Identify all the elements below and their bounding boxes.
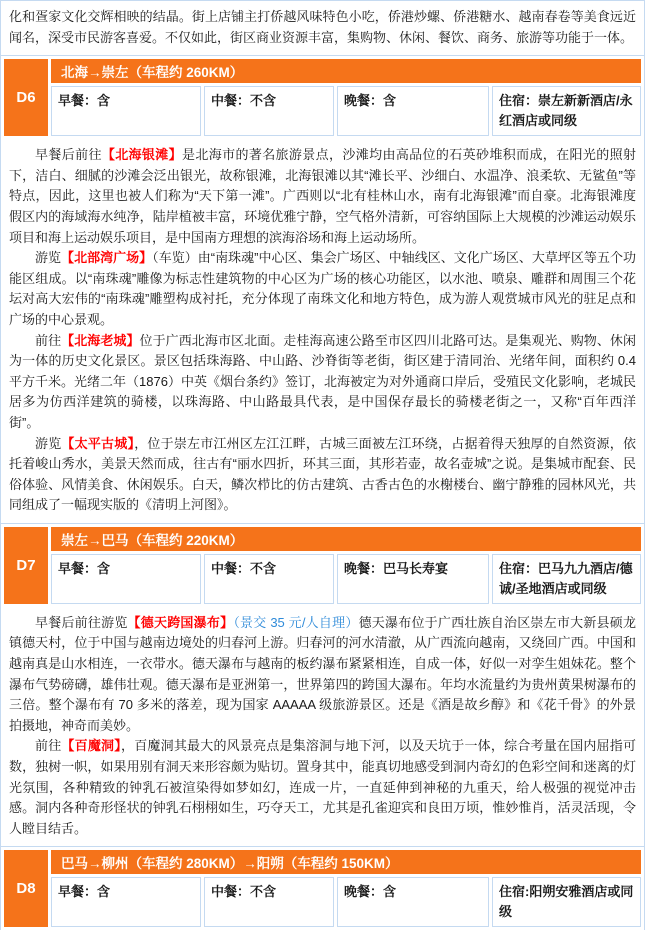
day-d8-hotel-cell: 住宿:阳朔安雅酒店或同级 xyxy=(492,877,641,927)
day-d6-lunch-cell: 中餐：不含 xyxy=(204,86,334,136)
day-d6-label: D6 xyxy=(4,59,48,136)
day-d8-label: D8 xyxy=(4,850,48,927)
paragraph-prefix: 早餐后前往游览 xyxy=(35,614,128,630)
day-d7-body xyxy=(51,527,641,604)
day-d7-lunch-cell: 中餐：不含 xyxy=(204,554,334,604)
paragraph-body: 德天瀑布位于广西壮族自治区崇左市大新县硕龙镇德天村，位于中国与越南边境处的归春河上游。归春河的河水清澈，从广西流向越南，又绕回广西。中国和越南真是山水相连，一衣带水。德天瀑布与越南的板约瀑布紧紧相连，自成一体，好似一对孪生姐妹花。整个瀑布气势磅礴，雄伟壮观。德天瀑布是亚洲第一，世界第四的跨国大瀑布。年均水流量约为贵州黄果树瀑布的三倍。整个瀑布有 70 多米的落差，现为国家 AAAAA 级旅游景区。还是《酒是故乡醇》和《花千骨》的外景拍摄地，神奇而美妙。 xyxy=(9,614,636,733)
paragraph-body: ，百魔洞其最大的风景亮点是集溶洞与地下河，以及天坑于一体，综合考量在国内屈指可数，独树一帜，如果用别有洞天来形容颇为贴切。置身其中，能真切地感受到洞内奇幻的色彩空间和迷离的灯光氛围，各种精致的钟乳石被渲染得如梦如幻，连成一片，一直延伸到神秘的九重天，给人极强的视觉冲击感。洞内各种奇形怪状的钟乳石栩栩如生，巧夺天工，尤其是孔雀迎宾和良田万顷，惟妙惟肖，活灵活现，令人瞠目结舌。 xyxy=(9,738,636,836)
day-d6-table xyxy=(1,56,644,139)
attraction-name-highlight: 【北海老城】 xyxy=(61,332,140,348)
day-d8-meal-row xyxy=(51,877,641,927)
paragraph-prefix: 前往 xyxy=(35,332,62,348)
paragraph-body: 位于广西北海市区北面。走桂海高速公路至市区四川北路可达。是集观光、购物、休闲为一体的历史文化景区。景区包括珠海路、中山路、沙脊街等老街，街区建于清同治、光绪年间，面积约 0.4 平方千米。光绪二年（1876）中英《烟台条约》签订，北海被定为对外通商口岸后，受殖民文化影响，老城民居多为仿西洋建筑的骑楼，以珠海路、中山路最具代表，是中国保存最长的骑楼老街之一，又称“百年西洋街”。 xyxy=(9,332,636,430)
paragraph-taiping-ancient-city xyxy=(9,434,636,516)
day-d7-hotel-cell: 住宿：巴马九九酒店/德诚/圣地酒店或同级 xyxy=(492,554,641,604)
day-d6-dinner-cell: 晚餐：含 xyxy=(337,86,489,136)
intro-paragraph: 化和疍家文化交辉相映的结晶。街上店铺主打侨越风味特色小吃，侨港炒螺、侨港糖水、越南春卷等美食远近闻名，深受市民游客喜爱。不仅如此，街区商业资源丰富，集购物、休闲、餐饮、商务、旅游等功能于一体。 xyxy=(9,9,636,45)
paragraph-body: 是北海市的著名旅游景点，沙滩均由高品位的石英砂堆积而成，在阳光的照射下，洁白、细腻的沙滩会泛出银光，故称银滩，北海银滩以其“滩长平、沙细白、水温净、浪柔软、无鲨鱼”等特点，因此，这里也被人们称为“天下第一滩”。广西则以“北有桂林山水，南有北海银滩”而自豪。北海银滩度假区内的海域海水纯净，陆岸植被丰富，环境优雅宁静，空气格外清新，可容纳国际上大规模的沙滩运动娱乐项目和海上运动娱乐项目，是中国南方理想的滨海浴场和海上运动场所。 xyxy=(9,147,636,245)
day-d7-breakfast-cell: 早餐：含 xyxy=(51,554,201,604)
day-d8-table xyxy=(1,847,644,930)
attraction-name-highlight: 【太平古城】 xyxy=(61,435,135,451)
day-d8-route-header: 巴马→柳州（车程约 280KM）→阳朔（车程约 150KM） xyxy=(51,850,641,874)
day-d6-description-block xyxy=(1,139,644,524)
day-d7-meal-row xyxy=(51,554,641,604)
day-d7-route-header: 崇左→巴马（车程约 220KM） xyxy=(51,527,641,551)
day-d6-breakfast-cell: 早餐：含 xyxy=(51,86,201,136)
day-d6-route-header: 北海→崇左（车程约 260KM） xyxy=(51,59,641,83)
day-d6-body xyxy=(51,59,641,136)
day-d7-label: D7 xyxy=(4,527,48,604)
day-d8-body xyxy=(51,850,641,927)
self-pay-note: （景交 35 元/人自理） xyxy=(233,614,359,630)
paragraph-prefix: 早餐后前往 xyxy=(35,147,102,163)
paragraph-prefix: 前往 xyxy=(35,738,62,754)
paragraph-body: （车览）由“南珠魂”中心区、集会广场区、中轴线区、文化广场区、大草坪区等五个功能区组成。以“南珠魂”雕像为标志性建筑物的中心区为广场的核心功能区，以水池、喷泉、雕群和周围三个花坛对高大宏伟的“南珠魂”雕塑构成衬托，充分体现了南珠文化和地方特色，成为游人观赏城市风光的驻足点和广场的中心景观。 xyxy=(9,250,636,327)
attraction-name-highlight: 【北部湾广场】 xyxy=(61,250,153,266)
day-d8-dinner-cell: 晚餐：含 xyxy=(337,877,489,927)
day-d8-lunch-cell: 中餐：不含 xyxy=(204,877,334,927)
day-d7-dinner-cell: 晚餐：巴马长寿宴 xyxy=(337,554,489,604)
attraction-name-highlight: 【德天跨国瀑布】 xyxy=(127,614,234,630)
attraction-name-highlight: 【北海银滩】 xyxy=(101,147,183,163)
intro-paragraph-block xyxy=(1,1,644,56)
paragraph-baimo-cave xyxy=(9,736,636,839)
paragraph-beihai-old-town xyxy=(9,331,636,434)
paragraph-prefix: 游览 xyxy=(35,250,62,266)
paragraph-prefix: 游览 xyxy=(35,435,62,451)
attraction-name-highlight: 【百魔洞】 xyxy=(61,738,121,754)
paragraph-body: ，位于崇左市江州区左江江畔，古城三面被左江环绕，占据着得天独厚的自然资源，依托着峻山秀水，美景天然而成，往古有“丽水四折，环其三面，其形若壶，故名壶城”之说。是集城市配套、民俗体验、风情美食、休闲娱乐。白天，鳞次栉比的仿古建筑、古香古色的水榭楼台、幽宁静雅的园林风光，共同组成了一幅现实版的《清明上河图》。 xyxy=(9,435,636,513)
day-d7-description-block xyxy=(1,607,644,848)
day-d6-hotel-cell: 住宿：崇左新新酒店/永红酒店或同级 xyxy=(492,86,641,136)
day-d7-table xyxy=(1,524,644,607)
day-d8-breakfast-cell: 早餐：含 xyxy=(51,877,201,927)
paragraph-beihai-yintan xyxy=(9,145,636,248)
day-d6-meal-row xyxy=(51,86,641,136)
paragraph-detian-waterfall xyxy=(9,613,636,737)
paragraph-beibuwan-square xyxy=(9,248,636,330)
